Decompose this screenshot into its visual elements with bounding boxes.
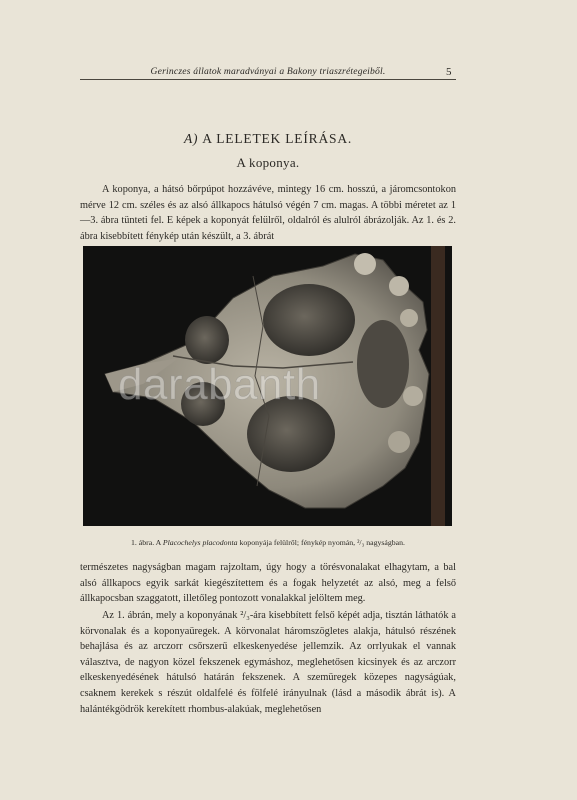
subtitle: A koponya.	[236, 155, 300, 170]
paragraph-intro: A koponya, a hátsó bőrpúpot hozzávéve, mintegy 16 cm. hosszú, a járomcsontokon mérve 12 cm. széles és az alsó állkapocs hátulsó végén 7 cm. magas. A többi méretet az 1—3. ábra tünteti fel. E képek a koponyát felülről, oldalról és alulról ábrázolják. Az 1. és 2. ábra kisebbített fénykép után készült, a 3. ábrát	[80, 184, 456, 242]
running-head: Gerinczes állatok maradványai a Bakony triaszrétegeiből.	[80, 66, 456, 80]
page-number: 5	[446, 66, 452, 78]
skull-photograph	[83, 246, 452, 526]
skull-photograph-drawing	[83, 246, 452, 526]
watermark: darabanth	[118, 360, 321, 409]
caption-suffix: koponyája felülről; fénykép nyomán, ²/₃ nagyságban.	[237, 538, 405, 547]
section-number: A)	[183, 131, 199, 146]
figure-caption	[80, 538, 456, 547]
caption-prefix: 1. ábra. A	[131, 538, 163, 547]
caption-species: Placochelys placodonta	[162, 538, 238, 547]
section-title	[80, 131, 456, 147]
section-title-text: A LELETEK LEÍRÁSA.	[202, 131, 353, 146]
paragraph-figure-description: Az 1. ábrán, mely a koponyának ²/₃-ára kisebbített felső képét adja, tisztán láthatók a körvonalak és a koponyaüregek. A körvonalat háromszögletes alakja, hátulsó részének behajlása és az arczorr csőrszerű elkeskenyedése jellemzik. Az orrlyukak el vannak választva, de nagyon közel fekszenek egymáshoz, meglehetősen kicsinyek és az arczorr elkeskenyedésének hátulsó határán fekszenek. A szemüregek közepes nagyságúak, csaknem kerekek s részút oldalfelé és fölfelé irányulnak (lásd a második ábrát is). A halántékgödrök kerekített rhombus-alakúak, meglehetősen	[80, 610, 456, 715]
paragraph-drawing-notes: természetes nagyságban magam rajzoltam, úgy hogy a törésvonalakat elhagytam, a bal alsó állkapocs egyik sarkát kiegészítettem és a fogak helyzetét az alsó, meg a felső állkapocsban szaggatott, illetőleg pontozott vonalakkal jelöltem meg.	[80, 562, 456, 605]
